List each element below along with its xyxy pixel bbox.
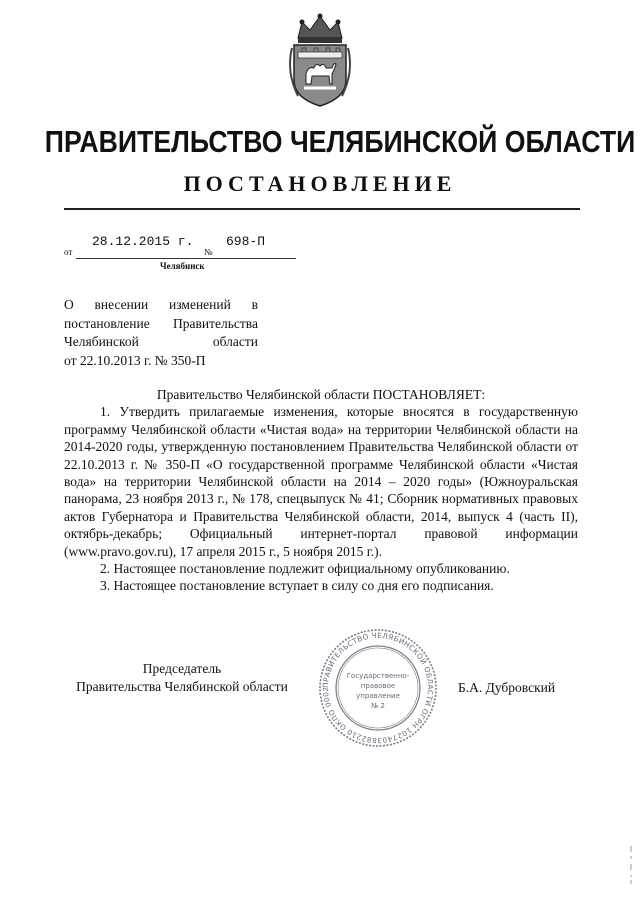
seal-center-line: правовое [360, 682, 396, 690]
scan-margin-mark [628, 846, 634, 884]
document-body [64, 386, 578, 595]
seal-center-line: Государственно- [346, 672, 410, 680]
number-underline [218, 258, 296, 259]
document-number: 698-П [226, 234, 266, 249]
coat-of-arms-emblem [284, 12, 356, 108]
official-seal [312, 626, 444, 750]
signatory-title [64, 660, 300, 696]
date-underline [76, 258, 222, 259]
document-subject [64, 296, 258, 370]
resolution-item-1: 1. Утвердить прилагаемые изменения, которые вносятся в государственную программу Челябинской области «Чистая вода» на территории Челябинской области на 2014-2020 годы, утвержденную постановлением Правительства Челябинской области от 22.10.2013 г. № 350-П «О государственной программе Челябинской области «Чистая вода» на территории Челябинской области на 2014 – 2020 годы» (Южноуральская панорама, 23 ноября 2013 г., № 178, спецвыпуск № 41; Сборник нормативных правовых актов Губернатора и Правительства Челябинской области, 2014, выпуск 4 (часть II), октябрь-декабрь; Официальный интернет-портал правовой информации (www.pravo.gov.ru), 17 апреля 2015 г., 5 ноября 2015 г.). [64, 404, 578, 559]
signatory-title-line: Правительства Челябинской области [76, 679, 288, 694]
seal-center-line: управление [356, 692, 400, 700]
seal-ring-text: ПРАВИТЕЛЬСТВО ЧЕЛЯБИНСКОЙ ОБЛАСТИ ОГРН 1027403882210 ОКПО 0002 [320, 630, 436, 746]
subject-line: Челябинской области [64, 334, 258, 349]
seal-center-line: № 2 [371, 702, 385, 710]
subject-line: постановление Правительства [64, 315, 258, 331]
signatory-name: Б.А. Дубровский [458, 680, 556, 695]
resolution-intro: Правительство Челябинской области ПОСТАНОВЛЯЕТ: [156, 387, 486, 402]
subject-line: О внесении изменений в [64, 297, 258, 312]
date-prefix: от [64, 247, 73, 257]
resolution-item-3: 3. Настоящее постановление вступает в силу со дня его подписания. [100, 578, 494, 594]
signatory-title-line: Председатель [142, 661, 222, 676]
resolution-item-2: 2. Настоящее постановление подлежит официальному опубликованию. [100, 561, 510, 577]
header-divider [64, 208, 580, 210]
document-date: 28.12.2015 г. [92, 234, 194, 249]
government-title: ПРАВИТЕЛЬСТВО ЧЕЛЯБИНСКОЙ ОБЛАСТИ [44, 124, 636, 159]
document-type: ПОСТАНОВЛЕНИЕ [183, 171, 457, 196]
city-label: Челябинск [160, 261, 205, 271]
subject-line: от 22.10.2013 г. № 350-П [64, 352, 206, 368]
number-prefix: № [204, 247, 213, 257]
